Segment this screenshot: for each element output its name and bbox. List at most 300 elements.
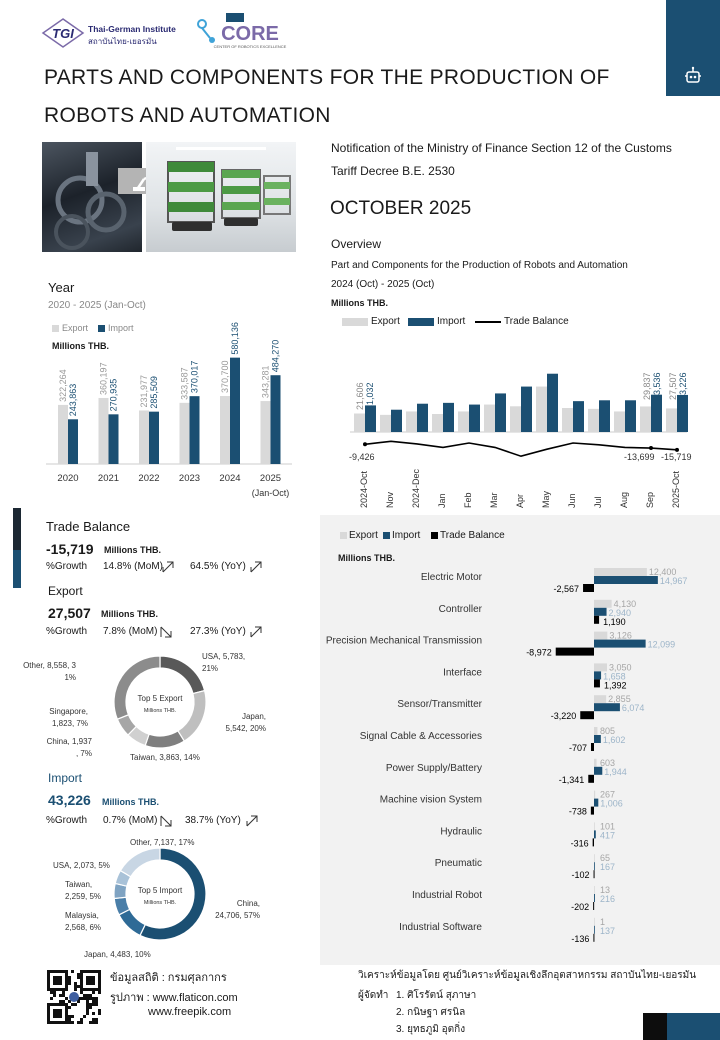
qr-module — [86, 997, 89, 1000]
import-data-label: 1,944 — [604, 766, 627, 777]
qr-module — [80, 1018, 83, 1021]
donut-label: 24,706, 57% — [215, 911, 260, 920]
bar-export — [594, 695, 606, 703]
qr-module — [95, 997, 98, 1000]
qr-module — [86, 1006, 89, 1009]
bar-export — [640, 406, 651, 432]
import-data-label: 1,006 — [600, 798, 623, 809]
import-value-label: 270,935 — [108, 378, 119, 412]
export-value-label: 333,587 — [179, 367, 190, 400]
bar-export — [594, 632, 607, 640]
bar-import — [594, 767, 602, 775]
category-label: Power Supply/Battery — [385, 762, 482, 774]
bar-trade-balance — [594, 679, 600, 687]
export-data-label: 4,130 — [613, 598, 637, 609]
year-tick-label: 2020 — [57, 473, 79, 484]
year-tick-label: 2021 — [97, 473, 120, 484]
trend-up-icon — [246, 814, 258, 832]
import-data-label: 137 — [600, 925, 616, 936]
donut-label: 1,823, 7% — [51, 719, 88, 728]
overview-legend-export: Export — [371, 316, 400, 327]
category-label: Interface — [443, 667, 482, 679]
core-logo — [190, 10, 290, 50]
donut-center-title: Top 5 Export — [137, 694, 183, 703]
import-value-label: 484,270 — [270, 339, 281, 373]
bar-import — [594, 640, 646, 648]
export-data-label: 3,050 — [609, 662, 632, 673]
bar-import — [271, 375, 281, 464]
year-chart-title: Year — [48, 280, 75, 295]
export-data-label: 1 — [600, 916, 606, 927]
import-value-label: 243,863 — [68, 383, 78, 417]
month-tick-label: 2024-Dec — [411, 468, 421, 508]
qr-module — [74, 988, 77, 991]
import-data-label: 167 — [600, 862, 616, 873]
header — [0, 0, 720, 60]
year-chart-unit: Millions THB. — [52, 341, 109, 351]
export-unit: Millions THB. — [101, 609, 158, 619]
qr-module — [89, 1021, 92, 1024]
year-chart-subtitle: 2020 - 2025 (Jan-Oct) — [48, 300, 146, 311]
category-label: Industrial Software — [399, 921, 482, 933]
core-logo-text: CORE — [221, 23, 279, 45]
report-month: OCTOBER 2025 — [330, 198, 472, 219]
year-tick-label: 2023 — [178, 473, 201, 484]
export-data-label: 12,400 — [648, 567, 677, 577]
bar-trade-balance — [591, 743, 594, 751]
bar-import — [109, 414, 119, 464]
qr-module — [53, 991, 56, 994]
bar-import — [594, 862, 595, 870]
import-mom: 0.7% (MoM) — [103, 815, 158, 826]
qr-module — [68, 1015, 71, 1018]
qr-module — [50, 997, 53, 1000]
trade-balance-growth-label: %Growth — [46, 561, 88, 572]
balance-data-label: -102 — [571, 870, 590, 881]
qr-module — [86, 1000, 89, 1003]
overview-legend-balance: Trade Balance — [504, 316, 569, 327]
trade-balance-mom: 14.8% (MoM) — [103, 561, 164, 572]
donut-slice — [160, 656, 205, 694]
qr-module — [68, 976, 71, 979]
page-title-line1: PARTS AND COMPONENTS FOR THE PRODUCTION OF — [44, 66, 610, 89]
qr-module — [77, 973, 80, 976]
balance-data-label: -136 — [571, 933, 590, 944]
qr-module — [68, 1018, 71, 1021]
bar-trade-balance — [583, 584, 594, 592]
bar-export — [180, 403, 190, 464]
qr-module — [95, 1000, 98, 1003]
import-value-label: 285,509 — [149, 376, 159, 409]
bar-export — [510, 406, 521, 432]
bar-export — [432, 414, 443, 432]
qr-finder — [53, 1009, 62, 1018]
qr-module — [92, 1018, 95, 1021]
qr-module — [68, 1006, 71, 1009]
month-tick-label: Jul — [593, 496, 603, 508]
bar-import — [230, 358, 240, 464]
qr-module — [59, 1000, 62, 1003]
trade-balance-value: -15,719 — [46, 541, 94, 557]
bar-export — [484, 405, 495, 432]
export-title: Export — [48, 584, 83, 598]
qr-module — [89, 1006, 92, 1009]
image-credit-2: www.freepik.com — [148, 1006, 232, 1018]
export-data-label: 65 — [600, 853, 611, 864]
qr-module — [89, 997, 92, 1000]
footer-block-dark — [643, 1013, 667, 1040]
donut-label: , 7% — [75, 749, 92, 758]
import-data-label: 2,940 — [608, 607, 632, 618]
bar-export — [594, 791, 595, 799]
balance-data-label: -707 — [568, 743, 587, 753]
bar-export — [99, 398, 109, 464]
side-bar-dark — [13, 508, 21, 550]
qr-module — [62, 1000, 65, 1003]
cat-legend-import: Import — [392, 530, 421, 541]
qr-module — [59, 994, 62, 997]
overview-legend-import: Import — [437, 316, 466, 327]
bar-import — [594, 894, 595, 902]
tgi-name-th: สถาบันไทย-เยอรมัน — [88, 37, 157, 46]
balance-data-label: -13,699 — [624, 452, 655, 462]
overview-subtitle-line1: Part and Components for the Production of Robots and Automation — [331, 260, 628, 271]
bar-trade-balance — [580, 711, 594, 719]
donut-label: Taiwan, — [65, 880, 93, 889]
bar-export — [406, 411, 417, 432]
qr-module — [53, 994, 56, 997]
qr-module — [62, 991, 65, 994]
balance-data-label: 1,190 — [603, 616, 626, 627]
robot-icon — [683, 66, 703, 86]
donut-center-unit: Millions THB. — [143, 900, 177, 906]
overview-subtitle-line2: 2024 (Oct) - 2025 (Oct) — [331, 279, 435, 290]
trend-up-icon — [162, 560, 174, 578]
bar-export — [261, 401, 271, 464]
bar-export — [220, 396, 230, 464]
month-tick-label: 2025-Oct — [671, 470, 681, 508]
qr-code — [47, 970, 101, 1024]
bar-import — [594, 926, 595, 934]
import-data-label: 12,099 — [647, 639, 676, 650]
bar-export — [594, 886, 595, 894]
qr-module — [86, 1009, 89, 1012]
overview-title: Overview — [331, 237, 382, 251]
category-label: Precision Mechanical Transmission — [325, 635, 482, 647]
cat-legend-balance: Trade Balance — [440, 530, 505, 541]
import-title: Import — [48, 771, 83, 785]
bar-trade-balance — [593, 838, 594, 846]
bar-export — [594, 854, 595, 862]
bar-import — [594, 576, 658, 584]
bar-trade-balance — [594, 870, 595, 878]
bar-import — [594, 735, 601, 743]
export-value-label: 322,264 — [58, 369, 68, 402]
export-yoy: 27.3% (YoY) — [190, 626, 246, 637]
qr-module — [71, 1003, 74, 1006]
category-label: Signal Cable & Accessories — [359, 731, 482, 742]
export-data-label: 101 — [600, 821, 616, 832]
balance-data-label: -8,972 — [526, 647, 552, 658]
balance-data-label: 1,392 — [603, 680, 627, 691]
donut-center-unit: Millions THB. — [143, 708, 177, 714]
import-data-label: 417 — [600, 830, 616, 841]
qr-module — [62, 994, 65, 997]
trade-balance-point — [363, 442, 367, 446]
import-data-label: 1,602 — [602, 735, 626, 745]
qr-module — [92, 1012, 95, 1015]
bar-export — [594, 727, 597, 735]
bar-export — [594, 918, 595, 926]
category-label: Controller — [438, 603, 482, 615]
category-label: Sensor/Transmitter — [397, 699, 482, 711]
qr-module — [50, 991, 53, 994]
month-tick-label: Aug — [619, 491, 629, 508]
month-tick-label: Apr — [515, 493, 525, 508]
export-mom: 7.8% (MoM) — [103, 626, 158, 637]
balance-data-label: -738 — [568, 806, 587, 817]
balance-data-label: -3,220 — [550, 711, 577, 722]
bar-import — [573, 401, 584, 432]
qr-module — [68, 982, 71, 985]
bar-import — [594, 703, 620, 711]
month-tick-label: Jan — [437, 493, 447, 508]
qr-module — [80, 991, 83, 994]
month-tick-label: Mar — [489, 492, 499, 508]
qr-module — [74, 985, 77, 988]
month-tick-label: 2024-Oct — [359, 470, 369, 508]
export-value: 27,507 — [48, 605, 91, 621]
month-tick-label: May — [541, 490, 551, 508]
page-title-line2: ROBOTS AND AUTOMATION — [44, 104, 331, 127]
cat-legend-balance-swatch — [431, 532, 438, 539]
export-value-label: 343,281 — [260, 365, 271, 399]
qr-module — [86, 1003, 89, 1006]
import-donut-chart — [40, 832, 300, 962]
qr-module — [92, 1000, 95, 1003]
import-data-label: 216 — [600, 894, 616, 904]
cat-unit: Millions THB. — [338, 553, 395, 563]
bar-trade-balance — [593, 934, 594, 942]
bar-import — [594, 671, 601, 679]
trade-balance-unit: Millions THB. — [104, 545, 161, 555]
import-data-label: 6,074 — [621, 703, 645, 714]
trade-balance-title: Trade Balance — [46, 519, 131, 534]
import-yoy: 38.7% (YoY) — [185, 815, 241, 826]
bar-import — [443, 403, 454, 432]
donut-label: Other, 8,558, 3 — [23, 661, 76, 670]
qr-module — [71, 970, 74, 973]
bar-import — [594, 830, 596, 838]
qr-module — [98, 991, 101, 994]
qr-module — [83, 997, 86, 1000]
export-data-label: 603 — [600, 757, 616, 768]
bar-import — [68, 419, 78, 464]
balance-data-label: -202 — [571, 902, 590, 912]
qr-module — [65, 997, 68, 1000]
qr-module — [71, 1015, 74, 1018]
footer-block-blue — [667, 1013, 720, 1040]
category-bar-chart — [320, 560, 720, 950]
bar-import — [417, 404, 428, 432]
qr-module — [92, 991, 95, 994]
balance-data-label: -9,426 — [349, 452, 375, 462]
donut-label: 21% — [202, 664, 219, 673]
bar-import — [594, 608, 607, 616]
core-sub: CENTER OF ROBOTICS EXCELLENCE — [213, 44, 287, 49]
donut-center-title: Top 5 Import — [137, 886, 183, 895]
category-label: Hydraulic — [440, 826, 482, 838]
export-data-label: 805 — [600, 726, 616, 736]
donut-label: Japan, 4,483, 10% — [84, 950, 151, 959]
bar-export — [562, 408, 573, 432]
bar-export — [380, 415, 391, 432]
overview-legend-import-swatch — [408, 318, 434, 326]
donut-label: 2,259, 5% — [65, 892, 102, 901]
export-data-label: 13 — [600, 885, 611, 895]
donut-slice — [120, 848, 160, 877]
bar-export — [139, 410, 149, 464]
qr-module — [77, 976, 80, 979]
qr-module — [95, 1021, 98, 1024]
preparer-3: 3. ยุทธภูมิ อุตกิ่ง — [396, 1024, 466, 1035]
donut-label: 2,568, 6% — [65, 923, 102, 932]
export-data-label: 27,507 — [668, 372, 678, 400]
qr-module — [95, 1003, 98, 1006]
qr-module — [80, 1021, 83, 1024]
trend-down-icon — [160, 814, 172, 832]
notice-line2: Tariff Decree B.E. 2530 — [331, 164, 455, 178]
bar-export — [614, 411, 625, 432]
donut-label: Singapore, — [49, 707, 88, 716]
bar-trade-balance — [593, 902, 594, 910]
qr-module — [68, 979, 71, 982]
export-data-label: 2,855 — [608, 694, 631, 705]
robot-arm-image — [42, 142, 142, 252]
bar-trade-balance — [591, 807, 594, 815]
category-label: Machine vision System — [379, 794, 482, 806]
bar-export — [58, 405, 68, 464]
year-tick-label: 2022 — [138, 473, 160, 484]
qr-module — [95, 1018, 98, 1021]
import-data-label: 43,226 — [678, 372, 688, 400]
tgi-logo-text: TGI — [52, 26, 74, 41]
image-credit: รูปภาพ : www.flaticon.com — [110, 992, 238, 1004]
export-data-label: 21,606 — [355, 382, 365, 410]
qr-module — [74, 982, 77, 985]
donut-label: 5,542, 20% — [225, 724, 266, 733]
month-tick-label: Feb — [463, 492, 473, 508]
qr-module — [80, 997, 83, 1000]
import-data-label: 1,658 — [603, 671, 626, 682]
category-label: Pneumatic — [434, 858, 482, 870]
import-data-label: 14,967 — [659, 576, 688, 586]
overview-unit: Millions THB. — [331, 298, 388, 308]
cat-legend-export-swatch — [340, 532, 347, 539]
qr-module — [86, 1012, 89, 1015]
export-value-label: 360,197 — [98, 362, 109, 395]
qr-module — [98, 1012, 101, 1015]
export-data-label: 3,126 — [609, 630, 632, 641]
import-value-label: 580,136 — [230, 322, 240, 355]
trend-up-icon — [250, 560, 262, 578]
month-tick-label: Sep — [645, 491, 655, 508]
import-growth-label: %Growth — [46, 815, 88, 826]
bar-trade-balance — [556, 648, 594, 656]
donut-label: USA, 2,073, 5% — [53, 861, 110, 870]
tgi-name-en: Thai-German Institute — [88, 24, 176, 34]
qr-finder — [53, 976, 62, 985]
notice-line1: Notification of the Ministry of Finance Section 12 of the Customs — [331, 141, 672, 155]
category-label: Industrial Robot — [411, 890, 482, 901]
trade-balance-point — [649, 446, 653, 450]
year-tick-label: 2024 — [219, 473, 241, 484]
qr-module — [77, 985, 80, 988]
overview-combo-chart — [335, 330, 695, 515]
balance-data-label: -316 — [570, 838, 589, 849]
bar-import — [190, 396, 200, 464]
qr-module — [86, 994, 89, 997]
legend-import-label: Import — [108, 323, 134, 333]
analysis-text: วิเคราะห์ข้อมูลโดย ศูนย์วิเคราะห์ข้อมูลเชิงลึกอุตสาหกรรม สถาบันไทย-เยอรมัน — [358, 970, 697, 981]
bar-import — [625, 400, 636, 432]
category-label: Electric Motor — [420, 572, 482, 583]
donut-label: Malaysia, — [65, 911, 99, 920]
trade-balance-yoy: 64.5% (YoY) — [190, 561, 246, 572]
qr-module — [89, 1003, 92, 1006]
overview-legend-balance-swatch — [475, 321, 501, 323]
export-data-label: 29,837 — [642, 372, 652, 400]
bar-import — [521, 387, 532, 432]
qr-code-graphic — [47, 970, 101, 1024]
overview-legend-export-swatch — [342, 318, 368, 326]
donut-label: Japan, — [241, 712, 266, 721]
bar-import — [149, 412, 159, 464]
qr-module — [98, 1009, 101, 1012]
cat-legend-export: Export — [349, 530, 378, 541]
bar-export — [588, 409, 599, 432]
bar-export — [666, 408, 677, 432]
donut-label: Taiwan, 3,863, 14% — [130, 753, 200, 762]
month-tick-label: Nov — [385, 491, 395, 508]
bar-trade-balance — [594, 616, 599, 624]
prepared-label: ผู้จัดทำ — [358, 990, 389, 1001]
bar-export — [594, 822, 595, 830]
qr-module — [68, 1021, 71, 1024]
donut-label: 1% — [64, 673, 76, 682]
bar-export — [594, 568, 647, 576]
donut-label: China, 1,937 — [46, 737, 92, 746]
cat-legend-import-swatch — [383, 532, 390, 539]
import-unit: Millions THB. — [102, 797, 159, 807]
year-tick-label: 2025 — [259, 473, 282, 484]
import-value-label: 370,017 — [189, 360, 200, 394]
export-value-label: 370,700 — [220, 360, 230, 394]
preparer-1: 1. ศิโรรัตน์ สุภาษา — [396, 990, 477, 1001]
warehouse-image — [146, 142, 296, 252]
corner-tab — [666, 0, 720, 96]
bar-import — [594, 799, 598, 807]
import-data-label: 31,032 — [365, 382, 375, 410]
qr-module — [92, 997, 95, 1000]
bar-export — [354, 413, 365, 432]
bar-export — [594, 759, 597, 767]
side-bar-blue — [13, 550, 21, 588]
import-value: 43,226 — [48, 792, 91, 808]
bar-import — [599, 400, 610, 432]
tgi-logo — [42, 18, 84, 48]
balance-data-label: -2,567 — [553, 584, 580, 594]
